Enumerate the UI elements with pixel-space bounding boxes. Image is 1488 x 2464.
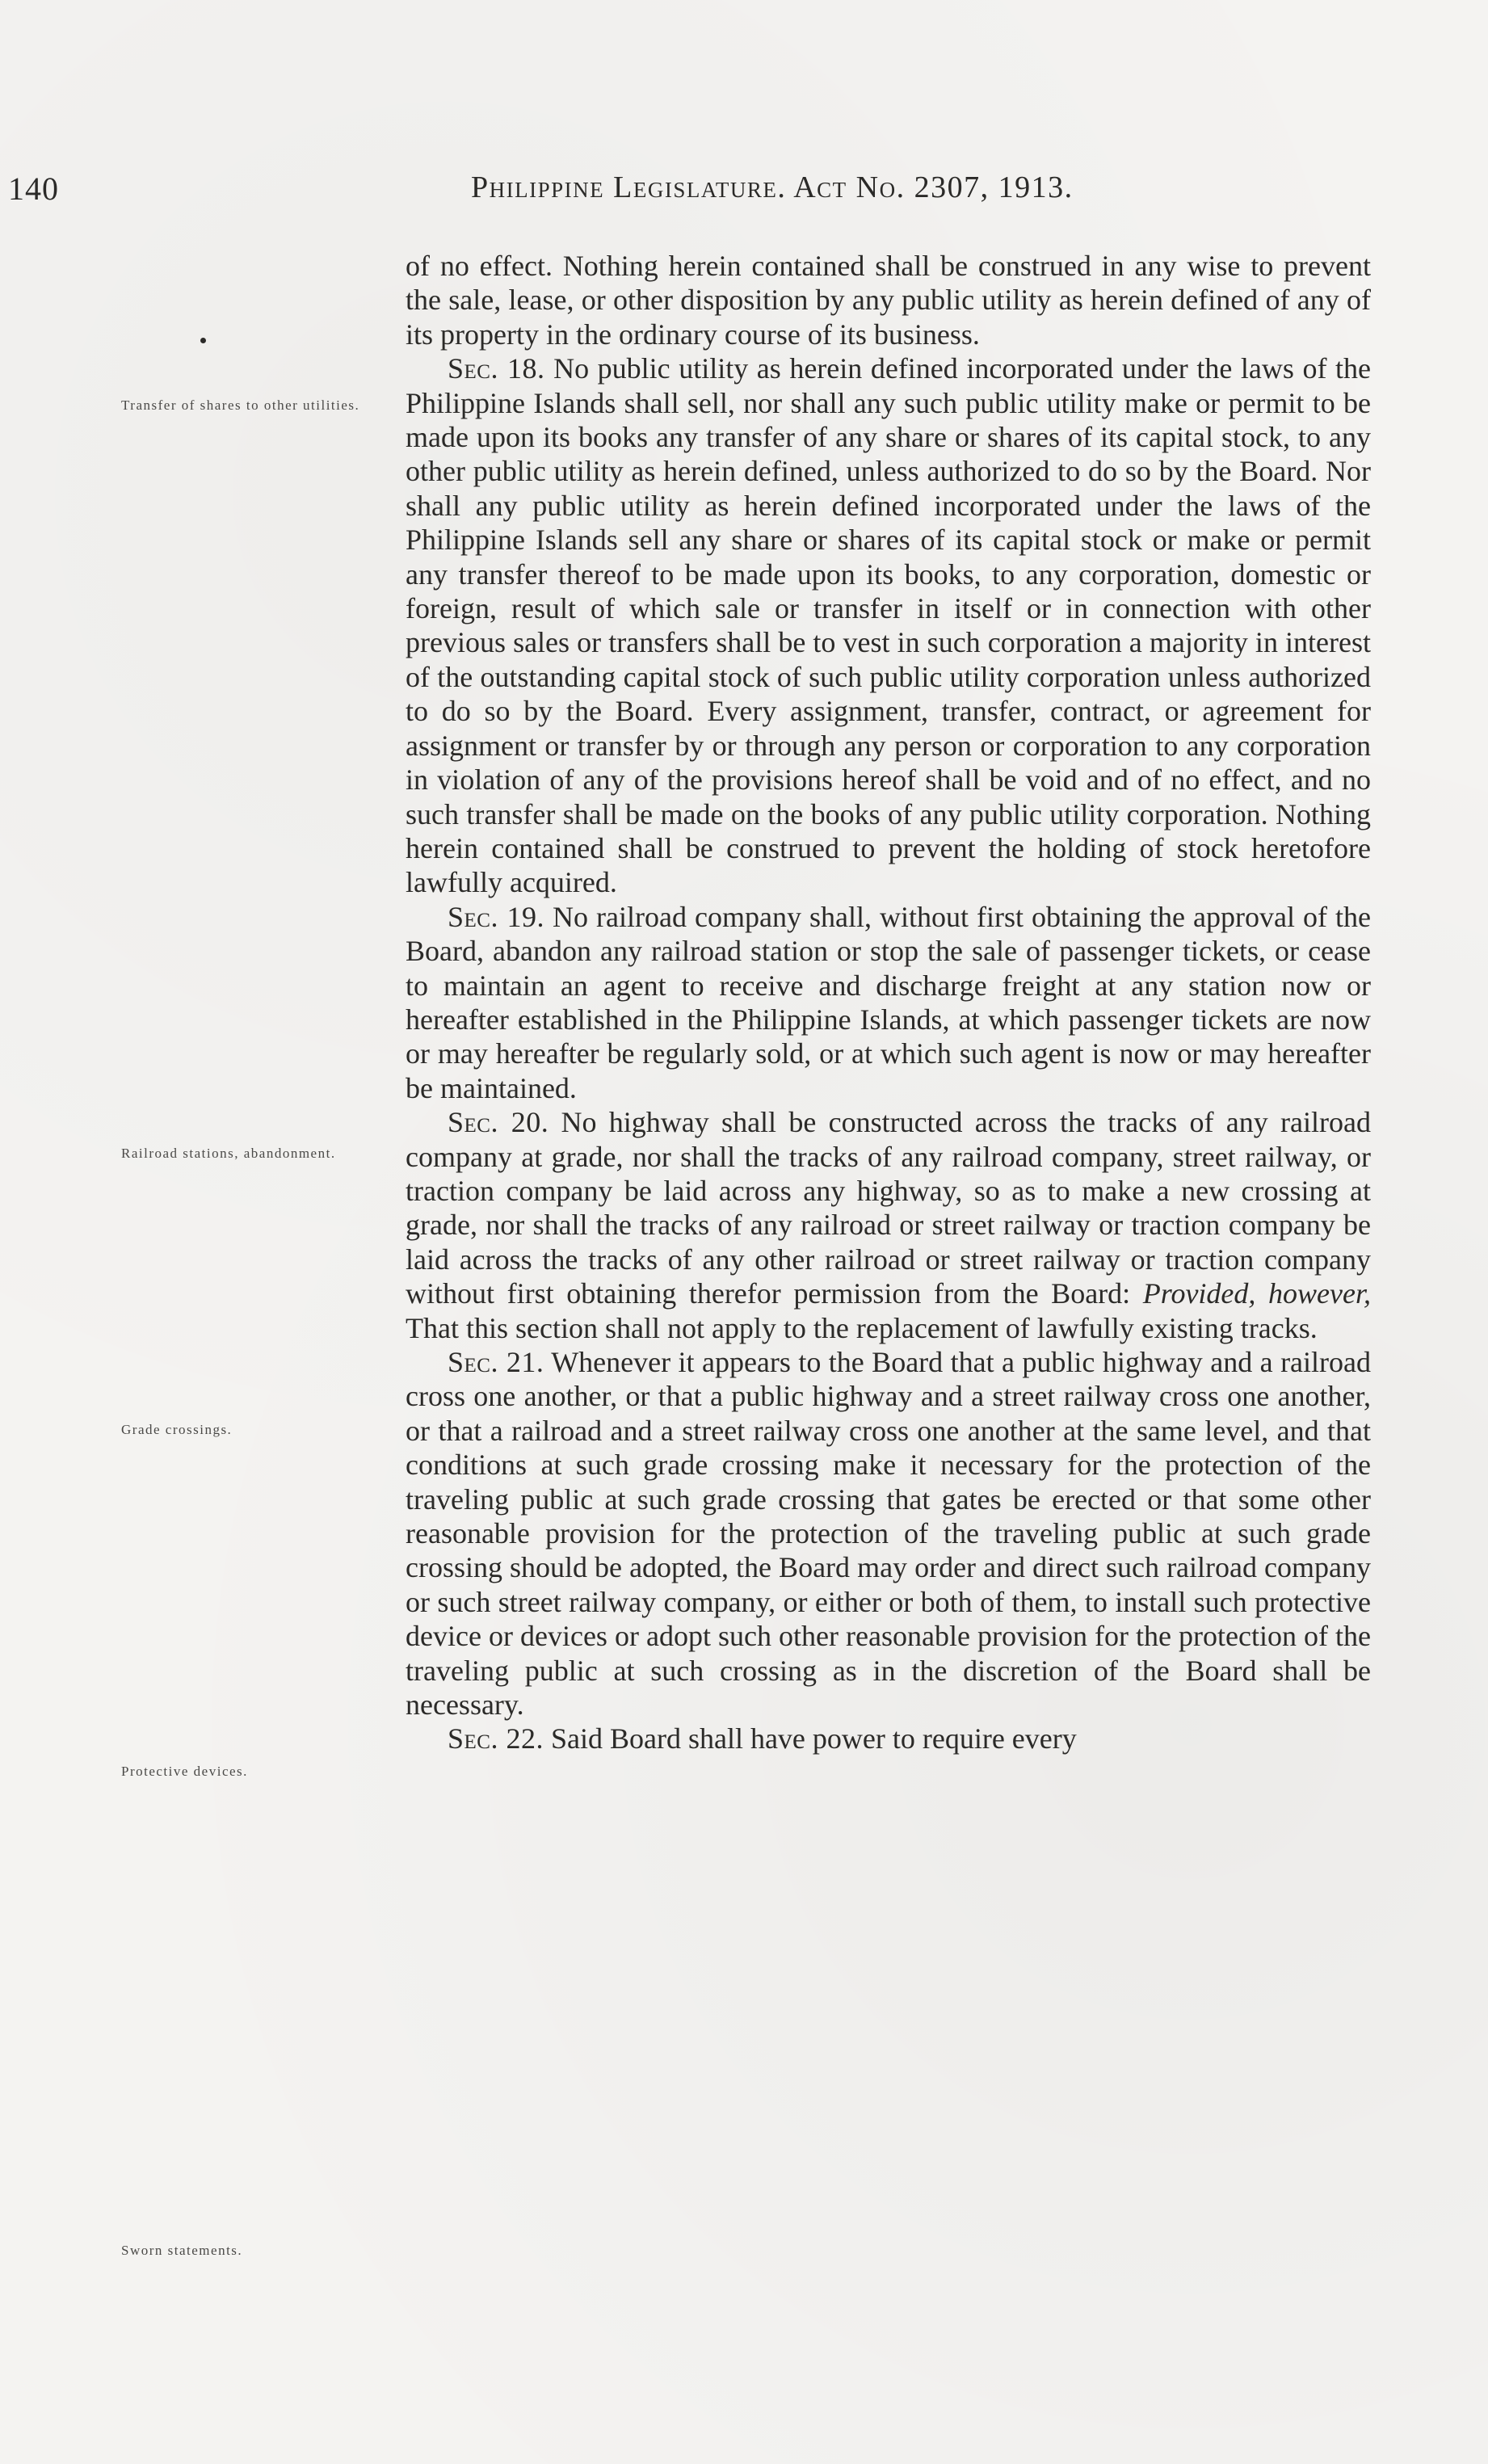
- section-label: Sec. 22.: [448, 1722, 544, 1755]
- proviso-text: Provided, however,: [1142, 1277, 1371, 1310]
- margin-note-railroad-stations: Railroad stations, abandonment.: [121, 1146, 336, 1161]
- section-label: Sec. 18.: [448, 352, 545, 385]
- margin-note-protective-devices: Protective devices.: [121, 1764, 248, 1779]
- body-text: [406, 249, 1371, 1756]
- paragraph-text: Said Board shall have power to require every: [543, 1722, 1077, 1755]
- section-label: Sec. 20.: [448, 1106, 549, 1139]
- page-number: 140: [8, 170, 59, 207]
- print-speck: [200, 338, 206, 343]
- paragraph-text: No public utility as herein defined incorporated under the laws of the Philippine Islands shall sell, nor shall any such public utility make or permit to be made upon its books any transfer of any share or shares of its capital stock, to any other public utility as herein defined, unless authorized to do so by the Board. Nor shall any public utility as herein defined incorporated under the laws of the Philippine Islands sell any share or shares of its capital stock or make or permit any transfer thereof to be made upon its books, to any corporation, domestic or foreign, result of which sale or transfer in itself or in connection with other previous sales or transfers shall be to vest in such corporation a majority in interest of the outstanding capital stock of such public utility corporation unless authorized to do so by the Board. Every assignment, transfer, contract, or agreement for assignment or transfer by or through any person or corporation to any corporation in violation of any of the provisions hereof shall be void and of no effect, and no such transfer shall be made on the books of any public utility corporation. Nothing herein contained shall be construed to prevent the holding of stock heretofore lawfully acquired.: [406, 352, 1371, 899]
- paragraph-text-after-proviso: That this section shall not apply to the replacement of lawfully existing tracks.: [406, 1311, 1318, 1344]
- section-19: [406, 900, 1371, 1105]
- section-22: [406, 1722, 1371, 1755]
- running-head: Philippine Legislature. Act No. 2307, 1913.: [471, 170, 1074, 204]
- section-label: Sec. 19.: [448, 900, 544, 933]
- section-18: [406, 351, 1371, 900]
- page-header: [8, 170, 1381, 218]
- section-21: [406, 1345, 1371, 1722]
- margin-note-grade-crossings: Grade crossings.: [121, 1422, 233, 1437]
- paragraph-continuation: [406, 249, 1371, 351]
- paragraph-text: No railroad company shall, without first obtaining the approval of the Board, abandon any railroad station or stop the sale of passenger tickets, or cease to maintain an agent to receive and discharge freight at any station now or hereafter established in the Philippine Islands, at which passenger tickets are now or may hereafter be regularly sold, or at which such agent is now or may hereafter be maintained.: [406, 900, 1372, 1104]
- section-20: [406, 1105, 1371, 1345]
- paragraph-text: of no effect. Nothing herein contained shall be construed in any wise to prevent the sale, lease, or other disposition by any public utility as herein defined of any of its property in the ordinary course of its business.: [406, 250, 1371, 351]
- paragraph-text: Whenever it appears to the Board that a public highway and a railroad cross one another, or that a public highway and a street railway cross one another, or that a railroad and a street railway cross one another at the same level, and that conditions at such grade crossing make it necessary for the protection of the traveling public at such grade crossing that gates be erected or that some other reasonable provision for the protection of the traveling public at such grade crossing should be adopted, the Board may order and direct such railroad company or such street railway company, or either or both of them, to install such protective device or devices or adopt such other reasonable provision for the protection of the traveling public at such crossing as in the discretion of the Board shall be necessary.: [406, 1346, 1372, 1722]
- margin-note-sworn-statements: Sworn statements.: [121, 2243, 243, 2258]
- paragraph-text: No highway shall be constructed across the tracks of any railroad company at grade, nor shall the tracks of any railroad company, street railway, or traction company be laid across any highway, so as to make a new crossing at grade, nor shall the tracks of any railroad or street railway or traction company be laid across the tracks of any other railroad or street railway or traction company without first obtaining therefor permission from the Board:: [406, 1106, 1371, 1310]
- margin-note-transfer-of-shares: Transfer of shares to other utilities.: [121, 397, 360, 413]
- section-label: Sec. 21.: [448, 1346, 544, 1378]
